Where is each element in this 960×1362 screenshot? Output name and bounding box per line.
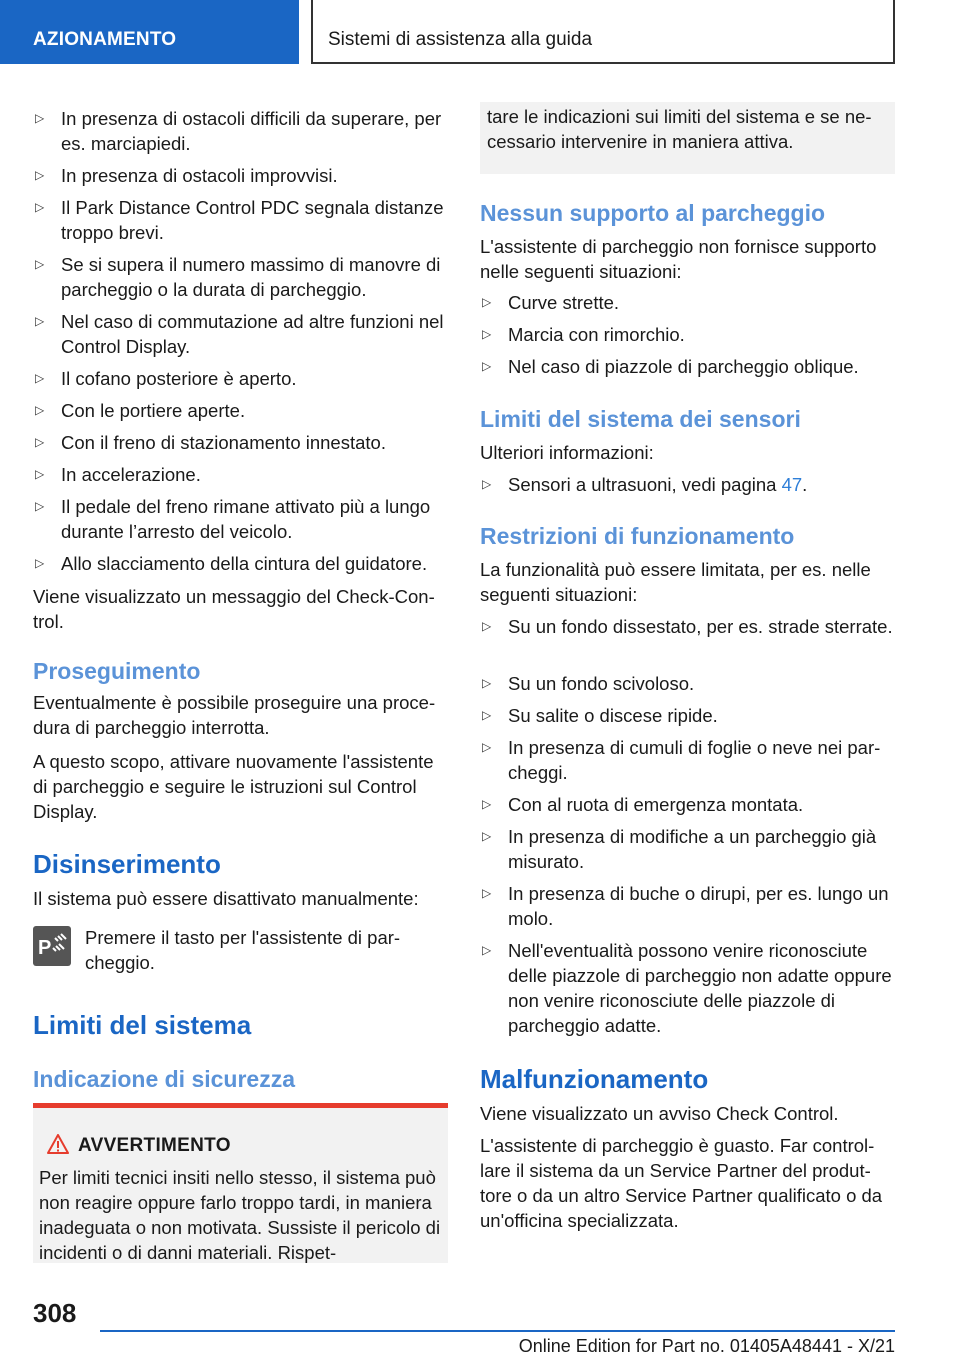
warning-triangle-icon [47,1134,69,1154]
heading-system-limits: Limiti del sistema [33,1010,252,1040]
chapter-title: Sistemi di assistenza alla guida [328,29,593,50]
triangle-bullet-icon: ▷ [482,829,492,843]
check-control-message: Viene visualizzato un messaggio del Check-Control. [33,586,435,632]
list-item: ▷ Se si supera il numero massimo di manovre di parcheggio o la durata di parcheggio. [35,254,441,300]
heading-deactivation: Disinserimento [33,849,221,879]
warning-box [33,1103,448,1263]
deactivation-paragraph: Il sistema può essere disattivato manualmente: [33,888,419,909]
warning-continuation-box [480,102,895,174]
continuation-paragraph-2: A questo scopo, attivare nuovamente l'assistente di parcheggio e seguire le istruzioni sul Control Display. [33,751,434,822]
list-item: ▷ In presenza di ostacoli difficili da superare, per es. marciapiedi. [35,108,442,154]
triangle-bullet-icon: ▷ [35,314,45,328]
page-number: 308 [33,1298,77,1328]
section-title: AZIONAMENTO [33,29,177,50]
svg-text:P: P [38,937,52,959]
warning-continuation-text: tare le indicazioni sui limiti del sistema e se necessario intervenire in maniera attiva. [487,106,872,152]
restrictions-intro: La funzionalità può essere limitata, per es. nelle seguenti situazioni: [480,559,871,605]
triangle-bullet-icon: ▷ [482,327,492,341]
list-item: ▷ Il Park Distance Control PDC segnala distanze troppo brevi. [35,197,444,243]
heading-malfunction: Malfunzionamento [480,1064,709,1094]
triangle-bullet-icon: ▷ [35,499,45,513]
list-item: ▷ Con il freno di stazionamento innestato. [35,432,386,453]
malfunction-paragraph-1: Viene visualizzato un avviso Check Control. [480,1103,839,1124]
heading-no-support: Nessun supporto al parcheggio [480,200,826,226]
list-item: ▷ Su un fondo scivoloso. [482,673,695,694]
triangle-bullet-icon: ▷ [482,676,492,690]
list-item: ▷ Con al ruota di emergenza montata. [482,794,804,815]
heading-sensor-limits: Limiti del sistema dei sensori [480,406,801,432]
list-item: ▷ Nel caso di piazzole di parcheggio oblique. [482,356,859,377]
list-item: ▷ Allo slacciamento della cintura del guidatore. [35,553,428,574]
heading-continuation: Proseguimento [33,658,201,684]
no-support-intro: L'assistente di parcheggio non fornisce supporto nelle seguenti situazioni: [480,236,877,282]
triangle-bullet-icon: ▷ [482,797,492,811]
triangle-bullet-icon: ▷ [482,943,492,957]
page-link[interactable]: 47 [781,474,803,495]
list-item: ▷ Il cofano posteriore è aperto. [35,368,297,389]
triangle-bullet-icon: ▷ [482,359,492,373]
list-item: ▷ Su un fondo dissestato, per es. strade sterrate. [482,616,893,637]
warning-text: Per limiti tecnici insiti nello stesso, il sistema può non reagire oppure farlo troppo tardi, in maniera inadeguata o non motivata. Sussiste il pericolo di incidenti o di danni materiali. Rispet- [39,1167,441,1263]
triangle-bullet-icon: ▷ [35,200,45,214]
list-item: ▷ Curve strette. [482,292,620,313]
malfunction-paragraph-2: L'assistente di parcheggio è guasto. Far controllare il sistema da un Service Partner del produttore o da un altro Service Partner qualificato o da un'officina specializzata. [480,1135,883,1231]
triangle-bullet-icon: ▷ [35,435,45,449]
heading-restrictions: Restrizioni di funzionamento [480,523,795,549]
list-item: ▷ Nell'eventualità possono venire riconosciute delle piazzole di parcheggio non adatte oppure non venire riconosciute delle piazzole di parcheggio adatte. [482,940,892,1036]
list-item: ▷ In presenza di ostacoli improvvisi. [35,165,338,186]
triangle-bullet-icon: ▷ [35,556,45,570]
triangle-bullet-icon: ▷ [482,295,492,309]
triangle-bullet-icon: ▷ [482,886,492,900]
triangle-bullet-icon: ▷ [482,477,492,491]
sensor-limits-intro: Ulteriori informazioni: [480,442,654,463]
list-item: ▷ Sensori a ultrasuoni, vedi pagina 47. [482,474,808,495]
park-assist-button-icon [33,926,71,966]
list-item: ▷ In accelerazione. [35,464,201,485]
list-item: ▷ Su salite o discese ripide. [482,705,718,726]
list-item: ▷ Il pedale del freno rimane attivato più a lungo durante l’arresto del veicolo. [35,496,431,542]
list-item: ▷ In presenza di cumuli di foglie o neve nei parcheggi. [482,737,881,783]
list-item: ▷ Nel caso di commutazione ad altre funzioni nel Control Display. [35,311,444,357]
warning-title: AVVERTIMENTO [78,1135,231,1156]
triangle-bullet-icon: ▷ [35,467,45,481]
edition-note: Online Edition for Part no. 01405A48441 - X/21 [518,1336,895,1356]
triangle-bullet-icon: ▷ [35,257,45,271]
triangle-bullet-icon: ▷ [35,371,45,385]
triangle-bullet-icon: ▷ [35,403,45,417]
list-item: ▷ Marcia con rimorchio. [482,324,685,345]
heading-safety: Indicazione di sicurezza [33,1066,296,1092]
list-item: ▷ Con le portiere aperte. [35,400,246,421]
chapter-tab [311,0,895,64]
triangle-bullet-icon: ▷ [482,740,492,754]
triangle-bullet-icon: ▷ [482,708,492,722]
button-instruction: Premere il tasto per l'assistente di parcheggio. [85,927,401,973]
triangle-bullet-icon: ▷ [35,168,45,182]
continuation-paragraph-1: Eventualmente è possibile proseguire una procedura di parcheggio interrotta. [33,692,436,738]
triangle-bullet-icon: ▷ [35,111,45,125]
section-tab [0,0,299,64]
list-item: ▷ In presenza di buche o dirupi, per es. lungo un molo. [482,883,889,929]
list-item: ▷ In presenza di modifiche a un parcheggio già misurato. [482,826,877,872]
triangle-bullet-icon: ▷ [482,619,492,633]
